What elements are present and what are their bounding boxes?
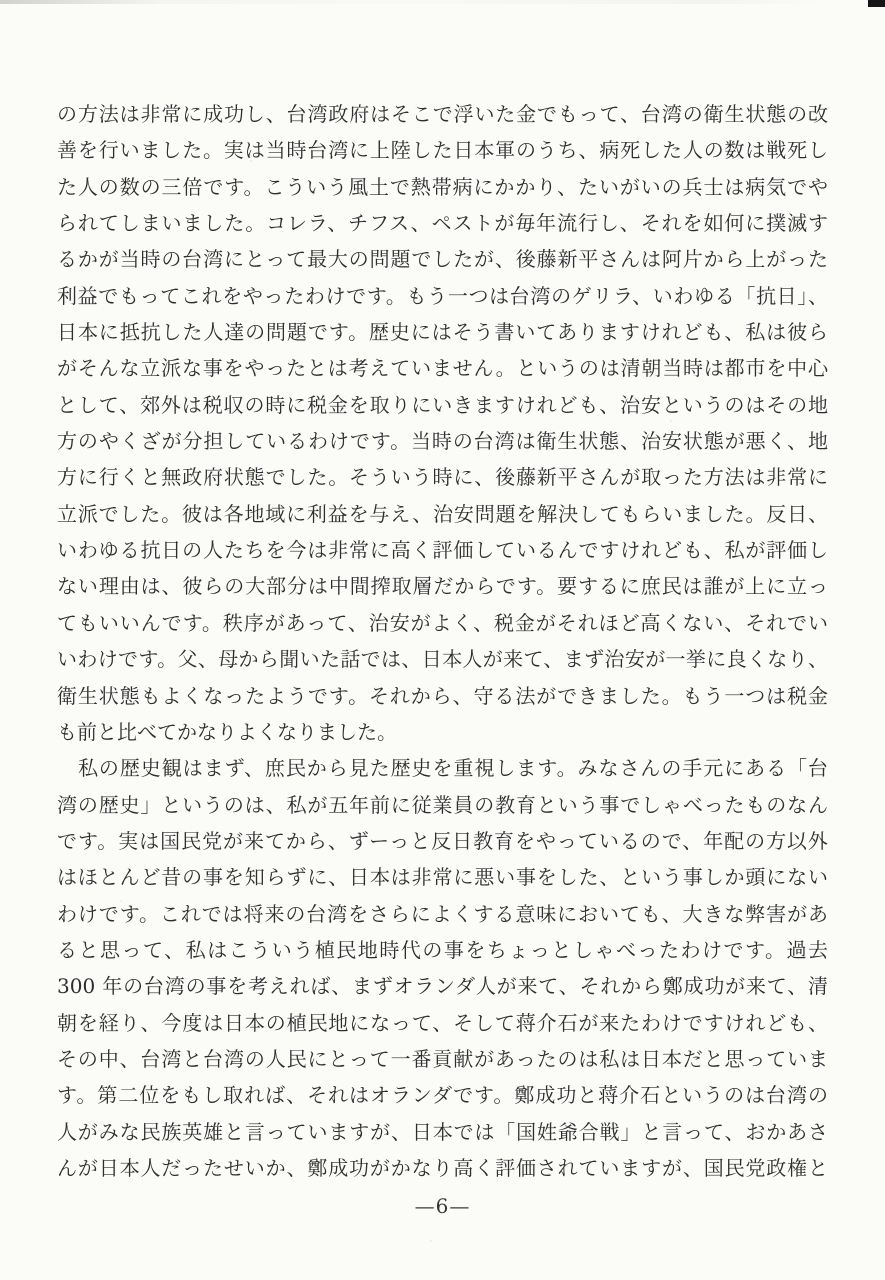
scan-artifact-top-edge	[0, 0, 885, 4]
text-line: の方法は非常に成功し、台湾政府はそこで浮いた金でもって、台湾の衛生状態の改	[57, 102, 828, 126]
text-line: わけです。これでは将来の台湾をさらによくする意味においても、大きな弊害があ	[57, 901, 828, 926]
text-line: も前と比べてかなりよくなりました。	[57, 719, 397, 744]
text-line: た人の数の三倍です。こういう風土で熱帯病にかかり、たいがいの兵士は病気でや	[57, 174, 828, 199]
text-line: その中、台湾と台湾の人民にとって一番貢献があったのは私は日本だと思っていま	[57, 1046, 828, 1071]
text-line: いわゆる抗日の人たちを今は非常に高く評価しているんですけれども、私が評価し	[57, 538, 828, 563]
page-number: —6—	[414, 1194, 471, 1218]
text-line: 方のやくざが分担しているわけです。当時の台湾は衛生状態、治安状態が悪く、地	[57, 429, 828, 454]
text-line: 方に行くと無政府状態でした。そういう時に、後藤新平さんが取った方法は非常に	[57, 465, 828, 490]
text-line: んが日本人だったせいか、鄭成功がかなり高く評価されていますが、国民党政権と	[57, 1155, 828, 1180]
text-line: す。第二位をもし取れば、それはオランダです。鄭成功と蒋介石というのは台湾の	[57, 1083, 828, 1108]
text-line: として、郊外は税収の時に税金を取りにいきますけれども、治安というのはその地	[57, 392, 828, 417]
text-line: 善を行いました。実は当時台湾に上陸した日本軍のうち、病死した人の数は戦死し	[57, 138, 828, 163]
text-line: ると思って、私はこういう植民地時代の事をちょっとしゃべったわけです。過去	[57, 937, 828, 962]
text-line: 私の歴史観はまず、庶民から見た歴史を重視します。みなさんの手元にある「台	[57, 756, 828, 781]
text-line: てもいいんです。秩序があって、治安がよく、税金がそれほど高くない、それでい	[57, 610, 828, 635]
text-line: ない理由は、彼らの大部分は中間搾取層だからです。要するに庶民は誰が上に立っ	[57, 574, 828, 599]
text-line: いわけです。父、母から聞いた話では、日本人が来て、まず治安が一挙に良くなり、	[57, 647, 828, 672]
paragraph-2	[57, 750, 828, 1186]
text-line: 人がみな民族英雄と言っていますが、日本では「国姓爺合戦」と言って、おかあさ	[57, 1119, 828, 1144]
text-line: られてしまいました。コレラ、チフス、ペストが毎年流行し、それを如何に撲滅す	[57, 211, 828, 236]
text-line: 立派でした。彼は各地域に利益を与え、治安問題を解決してもらいました。反日、	[57, 501, 828, 526]
scan-artifact-corner-mark	[868, 0, 885, 7]
text-line: 300 年の台湾の事を考えれば、まずオランダ人が来て、それから鄭成功が来て、清	[57, 974, 828, 999]
text-line: 湾の歴史」というのは、私が五年前に従業員の教育という事でしゃべったものなん	[57, 792, 828, 817]
text-line: るかが当時の台湾にとって最大の問題でしたが、後藤新平さんは阿片から上がった	[57, 247, 828, 272]
document-body	[57, 96, 828, 1186]
text-line: がそんな立派な事をやったとは考えていません。というのは清朝当時は都市を中心	[57, 356, 828, 381]
text-line: 朝を経り、今度は日本の植民地になって、そして蒋介石が来たわけですけれども、	[57, 1010, 828, 1035]
text-line: 衛生状態もよくなったようです。それから、守る法ができました。もう一つは税金	[57, 683, 828, 708]
text-line: 日本に抵抗した人達の問題です。歴史にはそう書いてありますけれども、私は彼ら	[57, 320, 828, 345]
text-line: はほとんど昔の事を知らずに、日本は非常に悪い事をした、という事しか頭にない	[57, 865, 828, 890]
text-line: です。実は国民党が来てから、ずーっと反日教育をやっているので、年配の方以外	[57, 828, 828, 853]
paragraph-1	[57, 96, 828, 750]
text-line: 利益でもってこれをやったわけです。もう一つは台湾のゲリラ、いわゆる「抗日」、	[57, 283, 828, 308]
